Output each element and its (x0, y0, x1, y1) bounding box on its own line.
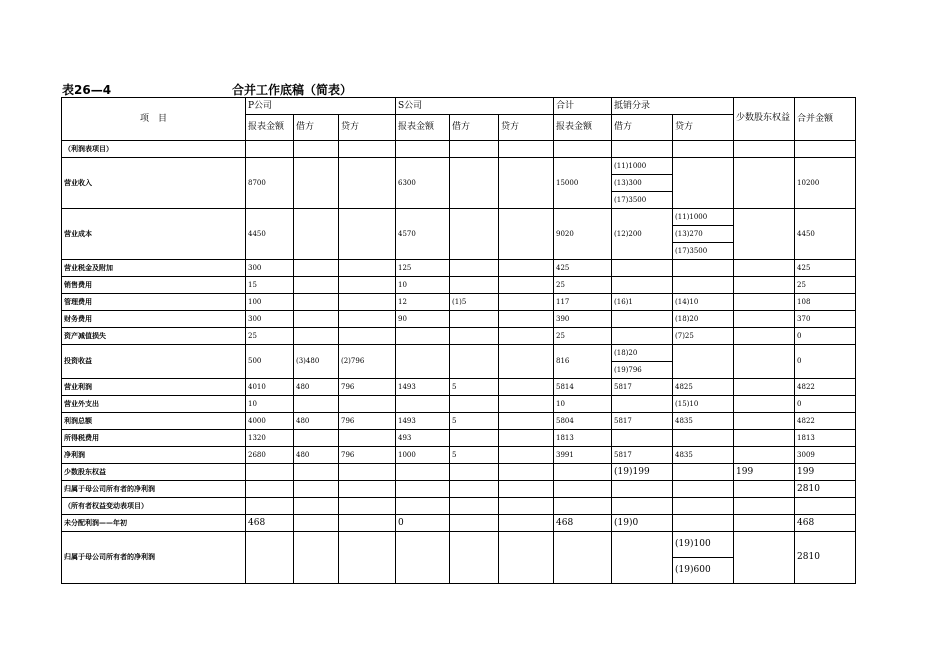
empty-cell (734, 447, 795, 464)
table-cell: 796 (339, 413, 396, 430)
table-row (62, 260, 856, 277)
empty-cell (734, 158, 795, 209)
table-row (62, 396, 856, 413)
empty-cell (246, 141, 294, 158)
empty-cell (294, 328, 339, 345)
table-cell: 5 (450, 379, 499, 396)
empty-cell (339, 260, 396, 277)
empty-cell (612, 141, 673, 158)
header-total-report: 报表金额 (554, 115, 612, 141)
table-cell: (18)20 (612, 345, 673, 362)
table-cell: 1000 (396, 447, 450, 464)
empty-cell (246, 464, 294, 481)
table-cell: 1493 (396, 413, 450, 430)
empty-cell (499, 532, 554, 584)
empty-cell (499, 447, 554, 464)
table-cell: (11)1000 (612, 158, 673, 175)
table-cell: 2680 (246, 447, 294, 464)
empty-cell (673, 277, 734, 294)
empty-cell (673, 481, 734, 498)
header-s-credit: 贷方 (499, 115, 554, 141)
table-cell: (19)100 (673, 532, 734, 558)
table-cell: 480 (294, 413, 339, 430)
table-cell: 12 (396, 294, 450, 311)
empty-cell (339, 481, 396, 498)
empty-cell (499, 413, 554, 430)
empty-cell (339, 311, 396, 328)
table-cell: 营业外支出 (62, 396, 246, 413)
empty-cell (499, 464, 554, 481)
table-cell: 1813 (554, 430, 612, 447)
table-cell: (3)480 (294, 345, 339, 379)
table-row (62, 481, 856, 498)
table-cell: 500 (246, 345, 294, 379)
empty-cell (396, 328, 450, 345)
table-cell: 净利润 (62, 447, 246, 464)
table-cell: 108 (795, 294, 856, 311)
empty-cell (294, 311, 339, 328)
empty-cell (673, 158, 734, 209)
table-cell: 4450 (246, 209, 294, 260)
empty-cell (734, 141, 795, 158)
table-cell: (12)200 (612, 209, 673, 260)
table-cell: 4822 (795, 379, 856, 396)
empty-cell (339, 328, 396, 345)
table-cell: 125 (396, 260, 450, 277)
empty-cell (450, 481, 499, 498)
table-cell: 1320 (246, 430, 294, 447)
table-cell: 90 (396, 311, 450, 328)
table-cell: 投资收益 (62, 345, 246, 379)
table-row (62, 532, 856, 558)
empty-cell (554, 532, 612, 584)
table-cell: (16)1 (612, 294, 673, 311)
table-cell: 100 (246, 294, 294, 311)
empty-cell (396, 532, 450, 584)
empty-cell (612, 311, 673, 328)
table-cell: (15)10 (673, 396, 734, 413)
header-s-debit: 借方 (450, 115, 499, 141)
empty-cell (499, 209, 554, 260)
header-p-credit: 贷方 (339, 115, 396, 141)
table-cell: 25 (554, 328, 612, 345)
table-cell: 营业利润 (62, 379, 246, 396)
table-cell: 所得税费用 (62, 430, 246, 447)
table-cell: (19)796 (612, 362, 673, 379)
empty-cell (673, 345, 734, 379)
empty-cell (673, 260, 734, 277)
empty-cell (499, 260, 554, 277)
empty-cell (734, 379, 795, 396)
header-p-debit: 借方 (294, 115, 339, 141)
empty-cell (499, 311, 554, 328)
table-cell: (7)25 (673, 328, 734, 345)
header-row-1 (62, 98, 856, 115)
empty-cell (499, 396, 554, 413)
table-cell: 4000 (246, 413, 294, 430)
empty-cell (450, 260, 499, 277)
table-cell: 5817 (612, 379, 673, 396)
header-elim-debit: 借方 (612, 115, 673, 141)
table-cell: 3009 (795, 447, 856, 464)
table-cell: 425 (795, 260, 856, 277)
empty-cell (612, 328, 673, 345)
empty-cell (246, 481, 294, 498)
empty-cell (294, 481, 339, 498)
empty-cell (339, 464, 396, 481)
empty-cell (294, 260, 339, 277)
table-cell: 5814 (554, 379, 612, 396)
empty-cell (339, 277, 396, 294)
empty-cell (734, 498, 795, 515)
empty-cell (339, 532, 396, 584)
empty-cell (734, 294, 795, 311)
empty-cell (339, 498, 396, 515)
table-row (62, 294, 856, 311)
table-cell: (2)796 (339, 345, 396, 379)
table-row (62, 515, 856, 532)
table-cell: 营业成本 (62, 209, 246, 260)
empty-cell (499, 498, 554, 515)
table-cell: (19)199 (612, 464, 673, 481)
empty-cell (450, 532, 499, 584)
empty-cell (499, 345, 554, 379)
table-cell: 归属于母公司所有者的净利润 (62, 481, 246, 498)
table-cell: (18)20 (673, 311, 734, 328)
empty-cell (734, 328, 795, 345)
table-cell: 117 (554, 294, 612, 311)
empty-cell (734, 209, 795, 260)
table-cell: 营业收入 (62, 158, 246, 209)
table-cell: 468 (795, 515, 856, 532)
table-cell: 390 (554, 311, 612, 328)
empty-cell (450, 277, 499, 294)
empty-cell (450, 430, 499, 447)
empty-cell (450, 328, 499, 345)
empty-cell (612, 498, 673, 515)
empty-cell (294, 277, 339, 294)
table-cell: 10200 (795, 158, 856, 209)
empty-cell (339, 294, 396, 311)
table-cell: 300 (246, 260, 294, 277)
empty-cell (734, 345, 795, 379)
table-cell: 2810 (795, 481, 856, 498)
header-p-report: 报表金额 (246, 115, 294, 141)
table-cell: (19)600 (673, 558, 734, 584)
empty-cell (294, 158, 339, 209)
empty-cell (554, 498, 612, 515)
table-cell: 1813 (795, 430, 856, 447)
header-consolidated: 合并金额 (795, 98, 856, 141)
document-title: 合并工作底稿（简表） (232, 83, 353, 97)
table-cell: 5804 (554, 413, 612, 430)
empty-cell (294, 464, 339, 481)
table-row (62, 379, 856, 396)
table-cell: 4835 (673, 413, 734, 430)
empty-cell (734, 260, 795, 277)
table-cell: 财务费用 (62, 311, 246, 328)
empty-cell (339, 158, 396, 209)
empty-cell (499, 379, 554, 396)
table-cell: 816 (554, 345, 612, 379)
empty-cell (673, 464, 734, 481)
table-cell: (14)10 (673, 294, 734, 311)
empty-cell (396, 396, 450, 413)
section-income-statement: （利润表项目） (62, 141, 246, 158)
empty-cell (339, 141, 396, 158)
empty-cell (734, 311, 795, 328)
table-number: 表26—4 (62, 83, 112, 97)
empty-cell (795, 141, 856, 158)
empty-cell (499, 294, 554, 311)
table-cell: 370 (795, 311, 856, 328)
empty-cell (450, 209, 499, 260)
empty-cell (294, 430, 339, 447)
table-cell: 4825 (673, 379, 734, 396)
empty-cell (339, 430, 396, 447)
empty-cell (612, 430, 673, 447)
table-cell: 480 (294, 447, 339, 464)
table-cell: 796 (339, 379, 396, 396)
table-cell: 493 (396, 430, 450, 447)
table-row (62, 158, 856, 175)
table-cell: 468 (554, 515, 612, 532)
empty-cell (499, 277, 554, 294)
empty-cell (294, 209, 339, 260)
header-s-company: S公司 (396, 98, 554, 115)
empty-cell (294, 294, 339, 311)
empty-cell (450, 464, 499, 481)
table-cell: 2810 (795, 532, 856, 584)
header-total: 合计 (554, 98, 612, 115)
header-s-report: 报表金额 (396, 115, 450, 141)
empty-cell (554, 464, 612, 481)
table-cell: 销售费用 (62, 277, 246, 294)
table-cell: 15 (246, 277, 294, 294)
table-row (62, 209, 856, 226)
table-cell: (17)3500 (673, 243, 734, 260)
table-row (62, 311, 856, 328)
table-cell: 199 (734, 464, 795, 481)
empty-cell (499, 481, 554, 498)
table-cell: 9020 (554, 209, 612, 260)
empty-cell (450, 311, 499, 328)
empty-cell (499, 515, 554, 532)
header-p-company: P公司 (246, 98, 396, 115)
table-cell: 5 (450, 447, 499, 464)
table-row (62, 277, 856, 294)
empty-cell (795, 498, 856, 515)
table-row (62, 345, 856, 362)
table-cell: (19)0 (612, 515, 673, 532)
table-cell: 归属于母公司所有者的净利润 (62, 532, 246, 584)
empty-cell (734, 532, 795, 584)
empty-cell (450, 498, 499, 515)
empty-cell (396, 141, 450, 158)
table-cell: 少数股东权益 (62, 464, 246, 481)
table-row (62, 141, 856, 158)
empty-cell (294, 141, 339, 158)
empty-cell (396, 345, 450, 379)
empty-cell (612, 260, 673, 277)
table-row (62, 498, 856, 515)
empty-cell (396, 498, 450, 515)
section-equity-changes: （所有者权益变动表项目） (62, 498, 246, 515)
table-row (62, 464, 856, 481)
empty-cell (673, 498, 734, 515)
table-cell: 25 (554, 277, 612, 294)
empty-cell (673, 515, 734, 532)
table-cell: 5817 (612, 447, 673, 464)
empty-cell (396, 481, 450, 498)
empty-cell (734, 430, 795, 447)
table-cell: 8700 (246, 158, 294, 209)
empty-cell (339, 515, 396, 532)
table-cell: 5817 (612, 413, 673, 430)
table-cell: 1493 (396, 379, 450, 396)
empty-cell (246, 532, 294, 584)
empty-cell (294, 515, 339, 532)
table-cell: 10 (396, 277, 450, 294)
table-cell: 468 (246, 515, 294, 532)
table-cell: 425 (554, 260, 612, 277)
table-cell: 4450 (795, 209, 856, 260)
empty-cell (612, 532, 673, 584)
header-item: 项 目 (62, 98, 246, 141)
empty-cell (554, 141, 612, 158)
table-cell: 0 (396, 515, 450, 532)
table-cell: 796 (339, 447, 396, 464)
table-cell: (11)1000 (673, 209, 734, 226)
table-cell: 199 (795, 464, 856, 481)
empty-cell (734, 396, 795, 413)
empty-cell (339, 209, 396, 260)
table-cell: 25 (246, 328, 294, 345)
table-cell: 10 (246, 396, 294, 413)
table-cell: (13)300 (612, 175, 673, 192)
table-cell: 0 (795, 396, 856, 413)
empty-cell (450, 141, 499, 158)
header-elimination: 抵销分录 (612, 98, 734, 115)
empty-cell (734, 481, 795, 498)
table-cell: 4570 (396, 209, 450, 260)
table-cell: (1)5 (450, 294, 499, 311)
empty-cell (246, 498, 294, 515)
table-cell: 0 (795, 345, 856, 379)
table-cell: 利润总额 (62, 413, 246, 430)
empty-cell (339, 396, 396, 413)
empty-cell (612, 396, 673, 413)
empty-cell (450, 515, 499, 532)
table-cell: (17)3500 (612, 192, 673, 209)
empty-cell (499, 430, 554, 447)
table-cell: 300 (246, 311, 294, 328)
table-cell: 营业税金及附加 (62, 260, 246, 277)
table-cell: 15000 (554, 158, 612, 209)
empty-cell (450, 345, 499, 379)
table-row (62, 447, 856, 464)
empty-cell (612, 481, 673, 498)
table-cell: 25 (795, 277, 856, 294)
table-cell: 4835 (673, 447, 734, 464)
table-cell: 4010 (246, 379, 294, 396)
table-cell: 5 (450, 413, 499, 430)
table-cell: 6300 (396, 158, 450, 209)
table-row (62, 413, 856, 430)
empty-cell (396, 464, 450, 481)
table-cell: 管理费用 (62, 294, 246, 311)
empty-cell (673, 430, 734, 447)
empty-cell (450, 396, 499, 413)
empty-cell (734, 413, 795, 430)
table-row (62, 430, 856, 447)
empty-cell (450, 158, 499, 209)
empty-cell (499, 328, 554, 345)
empty-cell (554, 481, 612, 498)
consolidation-worksheet-table (61, 97, 856, 584)
table-cell: 3991 (554, 447, 612, 464)
table-cell: 0 (795, 328, 856, 345)
header-elim-credit: 贷方 (673, 115, 734, 141)
empty-cell (734, 515, 795, 532)
table-cell: (13)270 (673, 226, 734, 243)
table-cell: 480 (294, 379, 339, 396)
empty-cell (294, 498, 339, 515)
table-cell: 资产减值损失 (62, 328, 246, 345)
empty-cell (499, 141, 554, 158)
table-cell: 4822 (795, 413, 856, 430)
empty-cell (612, 277, 673, 294)
table-row (62, 328, 856, 345)
table-cell: 未分配利润——年初 (62, 515, 246, 532)
table-cell: 10 (554, 396, 612, 413)
empty-cell (499, 158, 554, 209)
empty-cell (673, 141, 734, 158)
empty-cell (734, 277, 795, 294)
empty-cell (294, 396, 339, 413)
header-minority: 少数股东权益 (734, 98, 795, 141)
empty-cell (294, 532, 339, 584)
